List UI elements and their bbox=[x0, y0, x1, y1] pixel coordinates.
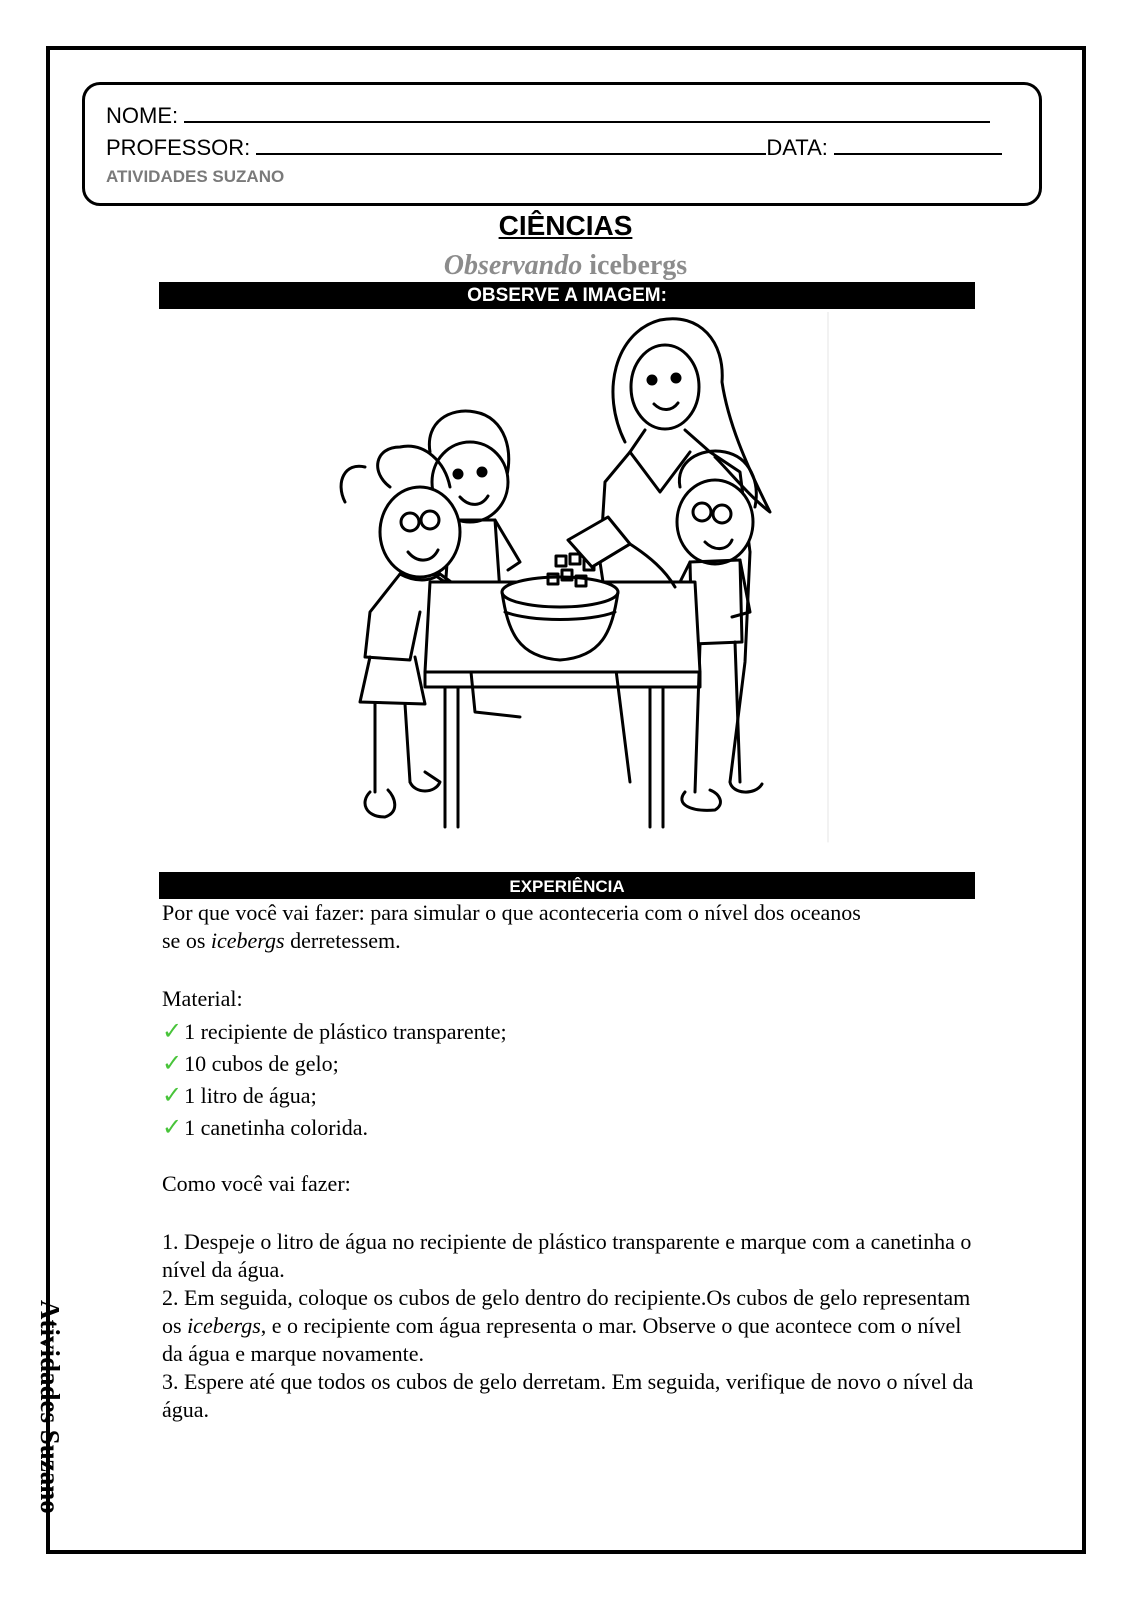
material-text: 1 litro de água; bbox=[184, 1083, 317, 1108]
steps-list bbox=[162, 1228, 982, 1424]
material-text: 1 canetinha colorida. bbox=[184, 1115, 368, 1140]
subtitle-bold: icebergs bbox=[589, 250, 688, 281]
data-label: DATA: bbox=[766, 135, 828, 160]
check-icon: ✓ bbox=[162, 1049, 183, 1077]
step-2 bbox=[162, 1284, 982, 1368]
check-icon: ✓ bbox=[162, 1113, 183, 1141]
why-line-2-pre: se os bbox=[162, 928, 211, 953]
check-icon: ✓ bbox=[162, 1017, 183, 1045]
why-line-1: Por que você vai fazer: para simular o que aconteceria com o nível dos oceanos bbox=[162, 900, 861, 925]
side-brand: Atividades Suzano bbox=[35, 1300, 65, 1514]
header-brand: ATIVIDADES SUZANO bbox=[106, 167, 285, 186]
nome-field[interactable] bbox=[184, 103, 990, 123]
list-item bbox=[162, 1111, 982, 1143]
material-text: 10 cubos de gelo; bbox=[184, 1051, 339, 1076]
check-icon: ✓ bbox=[162, 1081, 183, 1109]
subtitle-italic: Observando bbox=[443, 250, 583, 281]
professor-field[interactable] bbox=[256, 135, 766, 155]
why-line-2 bbox=[162, 927, 982, 955]
page-subtitle bbox=[0, 250, 1131, 282]
experience-bar: EXPERIÊNCIA bbox=[159, 872, 975, 899]
why-line-2-post: derretessem. bbox=[284, 928, 401, 953]
step-1: 1. Despeje o litro de água no recipiente de plástico transparente e marque com a canetinha o nível da água. bbox=[162, 1229, 972, 1282]
professor-label: PROFESSOR: bbox=[106, 135, 251, 160]
how-label: Como você vai fazer: bbox=[162, 1171, 351, 1196]
nome-label: NOME: bbox=[106, 103, 179, 128]
material-text: 1 recipiente de plástico transparente; bbox=[184, 1019, 507, 1044]
list-item bbox=[162, 1079, 982, 1111]
step-2-pre: 2. Em seguida, coloque os cubos de gelo dentro do recipiente.Os cubos de gelo representam os bbox=[162, 1285, 971, 1338]
list-item bbox=[162, 1015, 982, 1047]
why-paragraph bbox=[162, 899, 982, 955]
material-label: Material: bbox=[162, 986, 243, 1011]
data-field[interactable] bbox=[834, 135, 1002, 155]
observe-bar: OBSERVE A IMAGEM: bbox=[159, 282, 975, 309]
step-2-italic: icebergs bbox=[187, 1313, 261, 1338]
material-list bbox=[162, 1015, 982, 1143]
experiment-illustration bbox=[330, 312, 850, 860]
professor-line bbox=[106, 135, 1002, 161]
nome-line bbox=[106, 103, 990, 129]
page-title: CIÊNCIAS bbox=[498, 210, 633, 241]
list-item bbox=[162, 1047, 982, 1079]
step-2-post: , e o recipiente com água representa o mar. Observe o que acontece com o nível da água e marque novamente. bbox=[162, 1313, 962, 1366]
step-3: 3. Espere até que todos os cubos de gelo derretam. Em seguida, verifique de novo o nível da água. bbox=[162, 1369, 974, 1422]
header-box bbox=[82, 82, 1042, 206]
why-line-2-italic: icebergs bbox=[210, 928, 285, 953]
